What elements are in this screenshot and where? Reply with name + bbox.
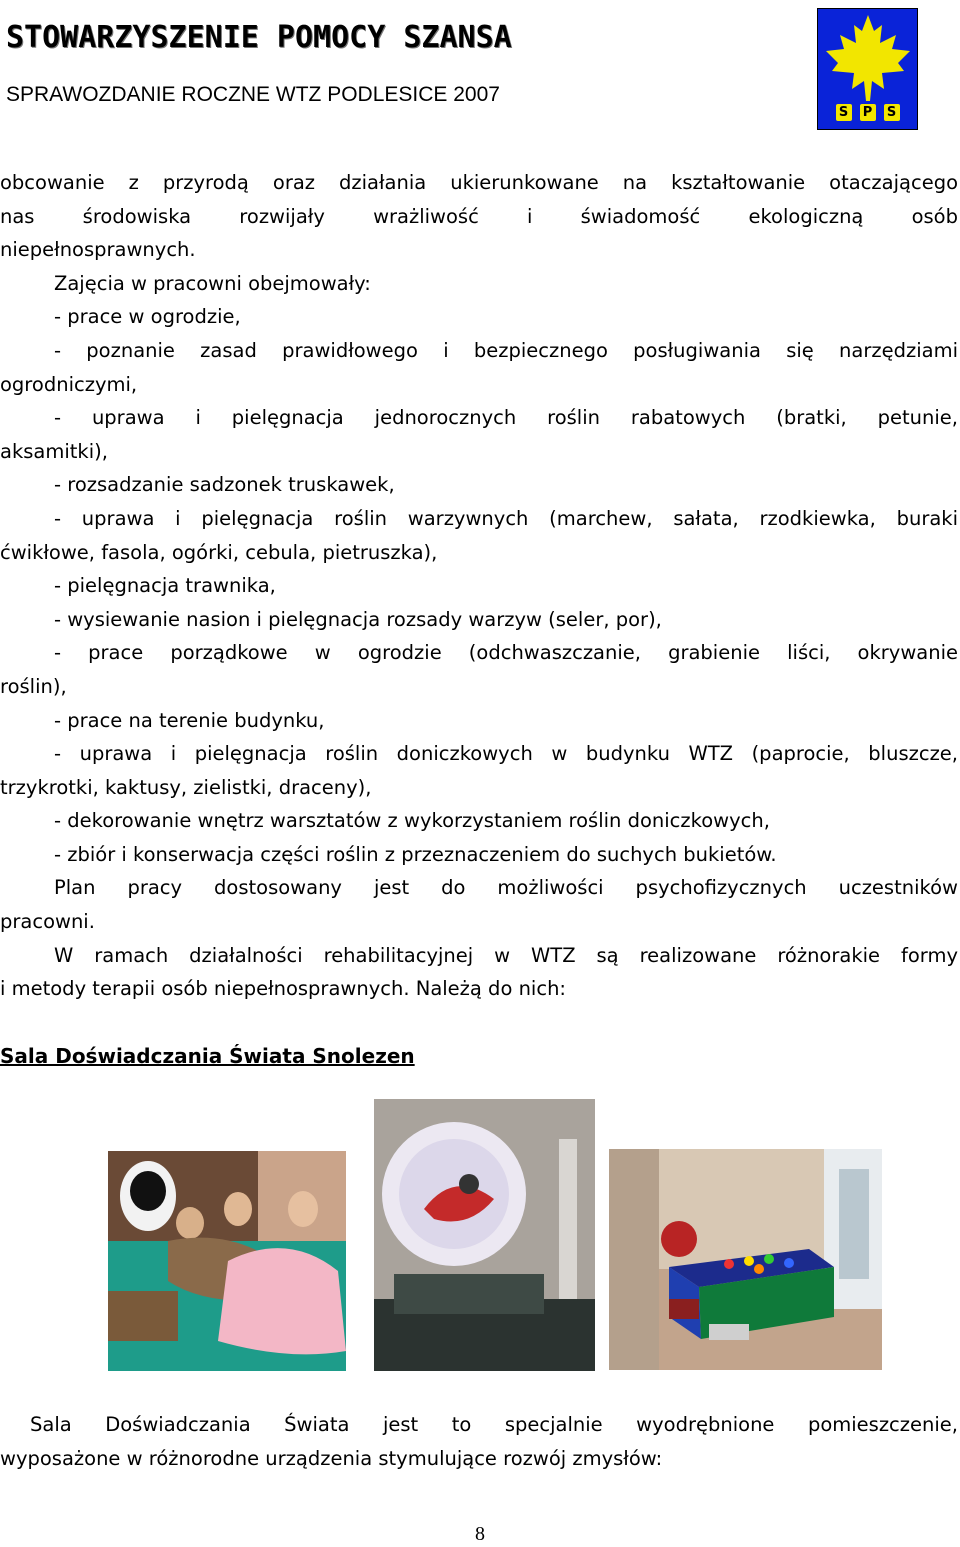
text-line: ogrodniczymi, xyxy=(0,372,138,396)
text-line: - uprawa i pielęgnacja roślin doniczkowych w budynku WTZ (paprocie, bluszcze, xyxy=(54,742,958,766)
text-line: - prace w ogrodzie, xyxy=(54,305,241,329)
text-line: wyposażone w różnorodne urządzenia stymulujące rozwój zmysłów: xyxy=(0,1446,663,1470)
organization-logo xyxy=(817,8,918,130)
text-line: obcowanie z przyrodą oraz działania ukierunkowane na kształtowanie otaczającego xyxy=(0,171,958,194)
paragraph-sensory-room xyxy=(0,1408,958,1475)
text-line: nas środowiska rozwijały wrażliwość i świadomość ekologiczną osób xyxy=(0,204,958,228)
text-line: - dekorowanie wnętrz warsztatów z wykorzystaniem roślin doniczkowych, xyxy=(54,809,770,833)
text-line: W ramach działalności rehabilitacyjnej w WTZ są realizowane różnorakie formy xyxy=(54,943,958,967)
text-line: ćwikłowe, fasola, ogórki, cebula, pietruszka), xyxy=(0,540,438,564)
text-line: - uprawa i pielęgnacja roślin warzywnych (marchew, sałata, rzodkiewka, buraki xyxy=(54,506,958,530)
photo-projection-room xyxy=(374,1099,595,1371)
report-title: SPRAWOZDANIE ROCZNE WTZ PODLESICE 2007 xyxy=(6,83,500,106)
text-line: - prace na terenie budynku, xyxy=(54,708,325,732)
text-line: - zbiór i konserwacja części roślin z przeznaczeniem do suchych bukietów. xyxy=(54,842,777,866)
logo-letter: S xyxy=(884,104,900,121)
text-line: trzykrotki, kaktusy, zielistki, draceny), xyxy=(0,775,372,799)
photo-people-resting xyxy=(108,1151,346,1371)
organization-name: STOWARZYSZENIE POMOCY SZANSA xyxy=(6,20,512,55)
text-line: pracowni. xyxy=(0,910,95,934)
text-line: - prace porządkowe w ogrodzie (odchwaszczanie, grabienie liści, okrywanie xyxy=(54,641,958,665)
logo-letter: S xyxy=(836,104,852,121)
text-line: aksamitki), xyxy=(0,439,108,463)
text-line: Zajęcia w pracowni obejmowały: xyxy=(54,271,371,295)
body-text xyxy=(0,166,958,1006)
text-line: roślin), xyxy=(0,674,67,698)
section-heading: Sala Doświadczania Świata Snolezen xyxy=(0,1044,415,1068)
text-line: niepełnosprawnych. xyxy=(0,238,196,262)
text-line: - wysiewanie nasion i pielęgnacja rozsady warzyw (seler, por), xyxy=(54,607,662,631)
text-line: Sala Doświadczania Świata jest to specjalnie wyodrębnione pomieszczenie, xyxy=(30,1413,958,1436)
text-line: - poznanie zasad prawidłowego i bezpiecznego posługiwania się narzędziami xyxy=(54,338,958,362)
page-number: 8 xyxy=(475,1523,485,1545)
logo-letters xyxy=(818,104,917,121)
text-line: - rozsadzanie sadzonek truskawek, xyxy=(54,473,395,497)
text-line: i metody terapii osób niepełnosprawnych. Należą do nich: xyxy=(0,977,566,1001)
logo-letter: P xyxy=(860,104,876,121)
photo-ball-pool xyxy=(609,1149,882,1370)
text-line: Plan pracy dostosowany jest do możliwości psychofizycznych uczestników xyxy=(54,876,958,900)
text-line: - pielęgnacja trawnika, xyxy=(54,574,276,598)
text-line: - uprawa i pielęgnacja jednorocznych roślin rabatowych (bratki, petunie, xyxy=(54,406,958,430)
